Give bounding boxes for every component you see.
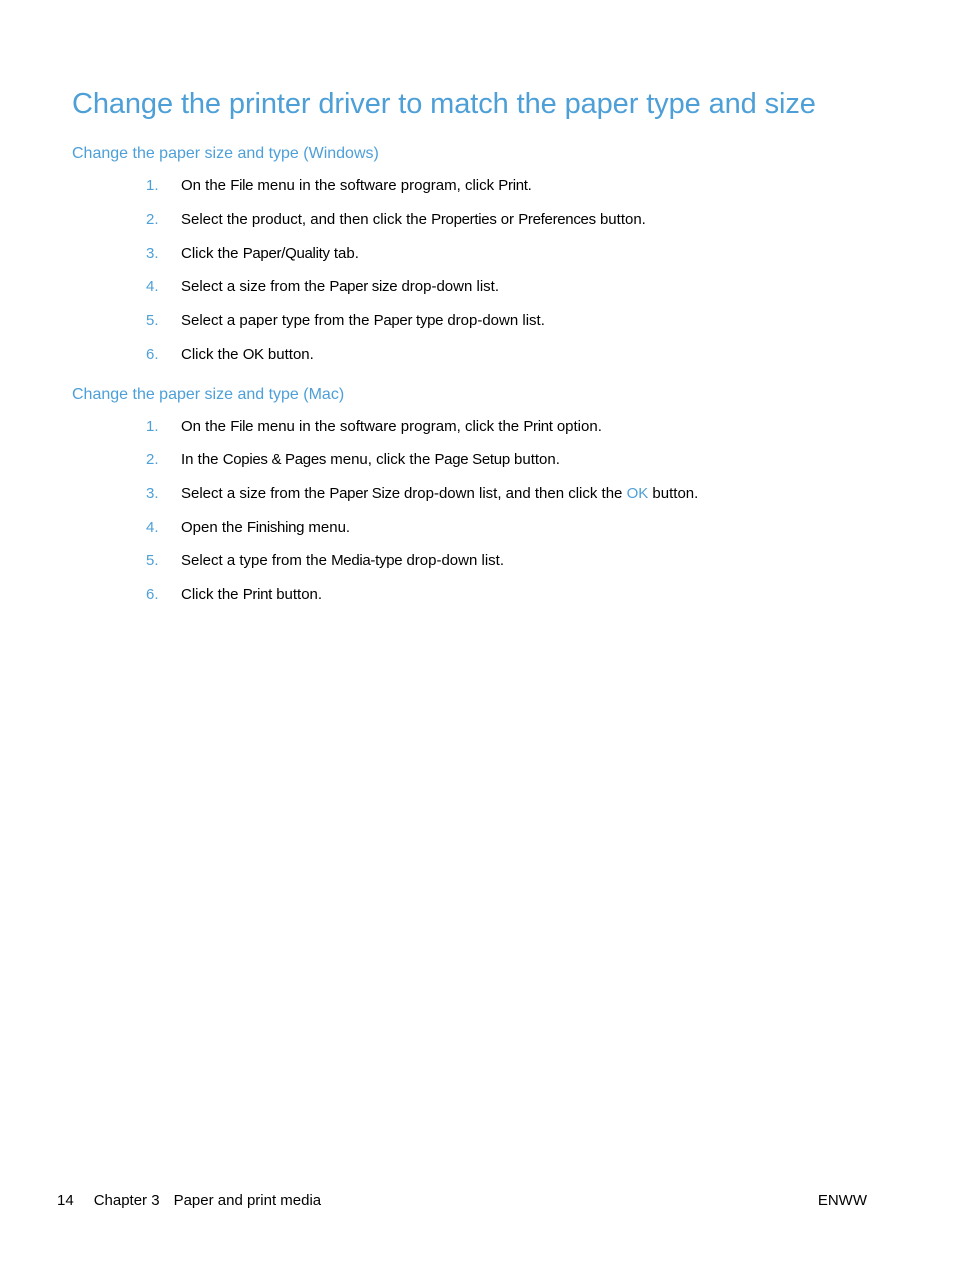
step-number: 2. xyxy=(146,451,159,468)
text-run: Select a paper type from the xyxy=(181,312,374,329)
ui-term: Print xyxy=(242,586,273,603)
text-run: drop-down list, and then click the xyxy=(399,485,627,502)
step-text xyxy=(181,550,504,572)
step-text xyxy=(181,310,545,332)
text-run: drop-down list. xyxy=(397,278,499,295)
ui-term: Paper type xyxy=(373,312,444,329)
footer-code: ENWW xyxy=(817,1192,867,1209)
step-text xyxy=(181,416,602,438)
text-run: Click the xyxy=(181,346,243,363)
ui-term: Print xyxy=(523,418,553,435)
step-number: 1. xyxy=(146,418,159,435)
text-run: Click the xyxy=(181,245,243,262)
section-heading-windows: Change the paper size and type (Windows) xyxy=(72,145,379,162)
ui-term: Finishing xyxy=(246,519,305,536)
text-run: menu in the software program, click xyxy=(253,177,499,194)
step-number: 4. xyxy=(146,519,159,536)
text-run: menu, click the xyxy=(326,451,435,468)
text-run: button. xyxy=(263,346,314,363)
step-text xyxy=(181,243,359,265)
step-text xyxy=(181,483,698,505)
text-run: Select a size from the xyxy=(181,485,330,502)
text-run: Open the xyxy=(181,519,247,536)
text-run: button. xyxy=(272,586,323,603)
text-run: button. xyxy=(648,485,699,502)
step-number: 3. xyxy=(146,485,159,502)
text-run: or xyxy=(496,211,519,228)
step-number: 5. xyxy=(146,552,159,569)
text-run: Click the xyxy=(181,586,243,603)
ui-term: File xyxy=(230,177,254,194)
ui-term: Paper size xyxy=(329,278,398,295)
step-item xyxy=(0,449,880,471)
step-item xyxy=(0,310,880,332)
step-number: 6. xyxy=(146,346,159,363)
text-run: Select a type from the xyxy=(181,552,332,569)
step-item xyxy=(0,209,880,231)
section-heading-mac: Change the paper size and type (Mac) xyxy=(72,386,345,403)
ui-term: Media-type xyxy=(331,552,403,569)
step-number: 5. xyxy=(146,312,159,329)
step-text xyxy=(181,175,532,197)
step-text xyxy=(181,209,646,231)
step-item xyxy=(0,175,880,197)
footer-chapter: Chapter 3 xyxy=(93,1192,160,1209)
ui-term: Copies & Pages xyxy=(222,451,327,468)
step-text xyxy=(181,344,314,366)
step-text xyxy=(181,449,560,471)
text-run: menu. xyxy=(304,519,351,536)
step-number: 4. xyxy=(146,278,159,295)
ui-term: Paper/Quality xyxy=(242,245,330,262)
text-run: On the xyxy=(181,177,231,194)
step-number: 3. xyxy=(146,245,159,262)
text-run: option. xyxy=(552,418,602,435)
step-item xyxy=(0,483,880,505)
step-item xyxy=(0,550,880,572)
step-text xyxy=(181,276,499,298)
footer-left xyxy=(57,1190,321,1212)
text-run: button. xyxy=(595,211,646,228)
step-text xyxy=(181,517,350,539)
ui-term: Print xyxy=(498,177,528,194)
ui-term: Paper Size xyxy=(329,485,400,502)
step-number: 1. xyxy=(146,177,159,194)
step-item xyxy=(0,344,880,366)
text-run: Select the product, and then click the xyxy=(181,211,432,228)
ui-term: File xyxy=(230,418,254,435)
step-item xyxy=(0,416,880,438)
step-number: 6. xyxy=(146,586,159,603)
ui-term: Properties xyxy=(431,211,497,228)
step-item xyxy=(0,243,880,265)
text-run: drop-down list. xyxy=(402,552,504,569)
text-run: menu in the software program, click the xyxy=(253,418,524,435)
text-run: tab. xyxy=(329,245,359,262)
ui-term: Page Setup xyxy=(434,451,510,468)
text-run: In the xyxy=(181,451,223,468)
ui-term: OK xyxy=(242,346,264,363)
text-run: drop-down list. xyxy=(443,312,545,329)
footer-chapter-title: Paper and print media xyxy=(173,1192,322,1209)
text-run: Select a size from the xyxy=(181,278,330,295)
text-run: On the xyxy=(181,418,231,435)
step-item xyxy=(0,517,880,539)
step-item xyxy=(0,584,880,606)
page-number: 14 xyxy=(57,1192,74,1209)
text-run: button. xyxy=(509,451,560,468)
step-text xyxy=(181,584,322,606)
text-run: . xyxy=(527,177,532,194)
step-item xyxy=(0,276,880,298)
page-title: Change the printer driver to match the paper type and size xyxy=(72,88,816,120)
step-number: 2. xyxy=(146,211,159,228)
ok-link[interactable]: OK xyxy=(626,485,649,502)
ui-term: Preferences xyxy=(518,211,596,228)
